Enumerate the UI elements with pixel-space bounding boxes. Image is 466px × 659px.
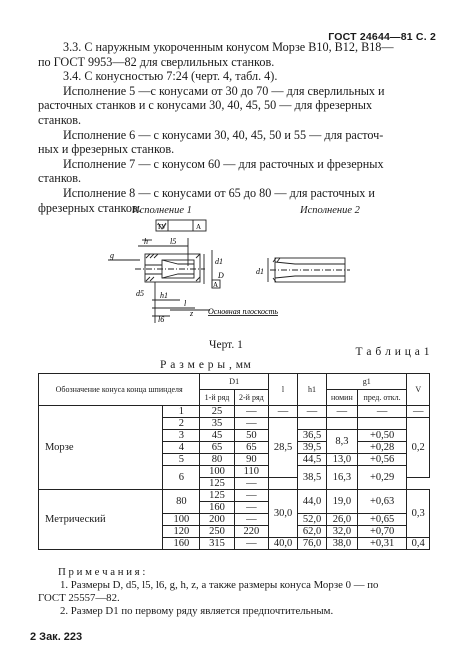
dim-l6: l6 [158,315,165,324]
note-1: 1. Размеры D, d5, l5, l6, g, h, z, а также размеры конуса Морзе 0 — по [60,579,379,591]
cell: 13,0 [327,454,358,466]
dim-D: D [218,271,224,280]
para-line: ных и фрезерных станков. [38,142,175,157]
cell: — [357,406,407,418]
para-line: Исполнение 7 — с конусом 60 — для расточных и фрезерных [63,156,384,171]
page-header: ГОСТ 24644—81 С. 2 [328,31,436,43]
table-number: Т а б л и ц а 1 [355,346,430,358]
cell: +0,50 [357,430,407,442]
cell: — [234,514,268,526]
cell: 50 [234,430,268,442]
col-header-g1: g1 [327,374,407,390]
cell: +0,65 [357,514,407,526]
para-line: Исполнение 6 — с конусами 30, 40, 45, 50 и 55 — для расточ- [63,127,384,142]
para-line: 3.3. С наружным укороченным конусом Морзе В10, В12, В18— [63,40,394,54]
col-header-cone: Обозначение конуса конца шпинделя [39,374,200,406]
cell: 160 [200,502,234,514]
cell: 44,5 [298,454,327,466]
cell: 100 [200,466,234,478]
cell: 0,3 [407,490,430,538]
body-text [38,40,430,215]
cell: 80 [163,490,200,514]
col-header-h1: h1 [298,374,327,406]
col-header-D1: D1 [200,374,269,390]
cell: — [298,406,327,418]
para-line: станков. [38,112,82,127]
cell: — [234,478,268,490]
cell: 200 [200,514,234,526]
cell: 220 [234,526,268,538]
figure-caption: Черт. 1 [209,339,243,351]
cell: +0,28 [357,442,407,454]
cell: 5 [163,454,200,466]
cell: 100 [163,514,200,526]
cell: +0,56 [357,454,407,466]
figure-label-1: Исполнение 1 [132,205,192,216]
tolerance-datum: A [196,223,202,231]
cell: 4 [163,442,200,454]
cell: 25 [200,406,234,418]
cell: 45 [200,430,234,442]
note-2: 2. Размер D1 по первому ряду является предпочтительным. [60,605,334,617]
dim-z: z [190,309,194,318]
tolerance-tv: TV [157,223,167,231]
cell: 125 [200,478,234,490]
para-line: 3.4. С конусностью 7:24 (черт. 4, табл. 4). [63,69,278,84]
dim-d1: d1 [215,257,223,266]
cell: 2 [163,418,200,430]
dim-g: g [110,251,114,260]
col-header-row2: 2-й ряд [234,390,268,406]
dim-d5: d5 [136,289,144,298]
base-plane-label: Основная плоскость [208,307,278,316]
cell: 32,0 [327,526,358,538]
figure-label-2: Исполнение 2 [300,205,360,216]
para-line: фрезерных станков. [38,200,141,215]
table-row [39,490,430,502]
cell: 125 [200,490,234,502]
cell: 90 [234,454,268,466]
para-line: расточных станков и с конусами 30, 40, 45, 50 — для фрезерных [38,98,373,113]
para-line: по ГОСТ 9953—82 для сверлильных станков. [38,54,275,69]
cell: +0,63 [357,490,407,514]
cell: +0,29 [357,466,407,490]
cell: 0,4 [407,538,430,550]
dim-l5: l5 [170,237,177,246]
cell: 315 [200,538,234,550]
cell: 65 [234,442,268,454]
col-header-row1: 1-й ряд [200,390,234,406]
cell: 120 [163,526,200,538]
page-footer: 2 Зак. 223 [30,631,83,643]
para-line: Исполнение 8 — с конусами от 65 до 80 — для расточных и [63,185,375,200]
group-morse: Морзе [39,406,163,490]
cell: 160 [163,538,200,550]
table-row [39,406,430,418]
cell: 35 [200,418,234,430]
cell: 19,0 [327,490,358,514]
dim-h: h [144,237,148,246]
cell: 1 [163,406,200,418]
col-header-nom: номин [327,390,358,406]
cell: 38,0 [327,538,358,550]
notes [38,566,438,618]
cell: 80 [200,454,234,466]
cell: 30,0 [269,490,298,538]
col-header-V: V [407,374,430,406]
cell: 38,5 [298,466,327,490]
cell: — [234,490,268,502]
datum-label: A [213,281,219,289]
cell: — [234,406,268,418]
cell: — [234,502,268,514]
cell: 40,0 [269,538,298,550]
dimensions-table [38,373,430,550]
cell: 250 [200,526,234,538]
technical-drawing [100,218,360,333]
col-header-l: l [269,374,298,406]
dim-h1: h1 [160,291,168,300]
table-units: Р а з м е р ы , мм [160,359,252,371]
cell: 76,0 [298,538,327,550]
dim-l: l [184,299,187,308]
notes-title: П р и м е ч а н и я : [58,566,146,578]
cell: 110 [234,466,268,478]
cell: — [407,406,430,418]
dim-d1-right: d1 [256,267,264,276]
note-1b: ГОСТ 25557—82. [38,592,120,604]
para-line: станков. [38,171,82,186]
cell: 26,0 [327,514,358,526]
cell: — [234,538,268,550]
cell: 16,3 [327,466,358,490]
cell: 36,5 [298,430,327,442]
para-line: Исполнение 5 —с конусами от 30 до 70 — для сверлильных и [63,83,385,98]
cell: 8,3 [327,430,358,454]
cell: 65 [200,442,234,454]
cell: 0,2 [407,418,430,478]
cell: 44,0 [298,490,327,514]
cell: +0,31 [357,538,407,550]
cell: 62,0 [298,526,327,538]
cell: — [269,406,298,418]
cell: — [327,406,358,418]
cell: — [234,418,268,430]
col-header-dev: пред. откл. [357,390,407,406]
cell: 39,5 [298,442,327,454]
group-metric: Метрический [39,490,163,550]
cell: 28,5 [269,418,298,478]
cell: 6 [163,466,200,490]
cell: +0,70 [357,526,407,538]
cell: 52,0 [298,514,327,526]
cell: 3 [163,430,200,442]
